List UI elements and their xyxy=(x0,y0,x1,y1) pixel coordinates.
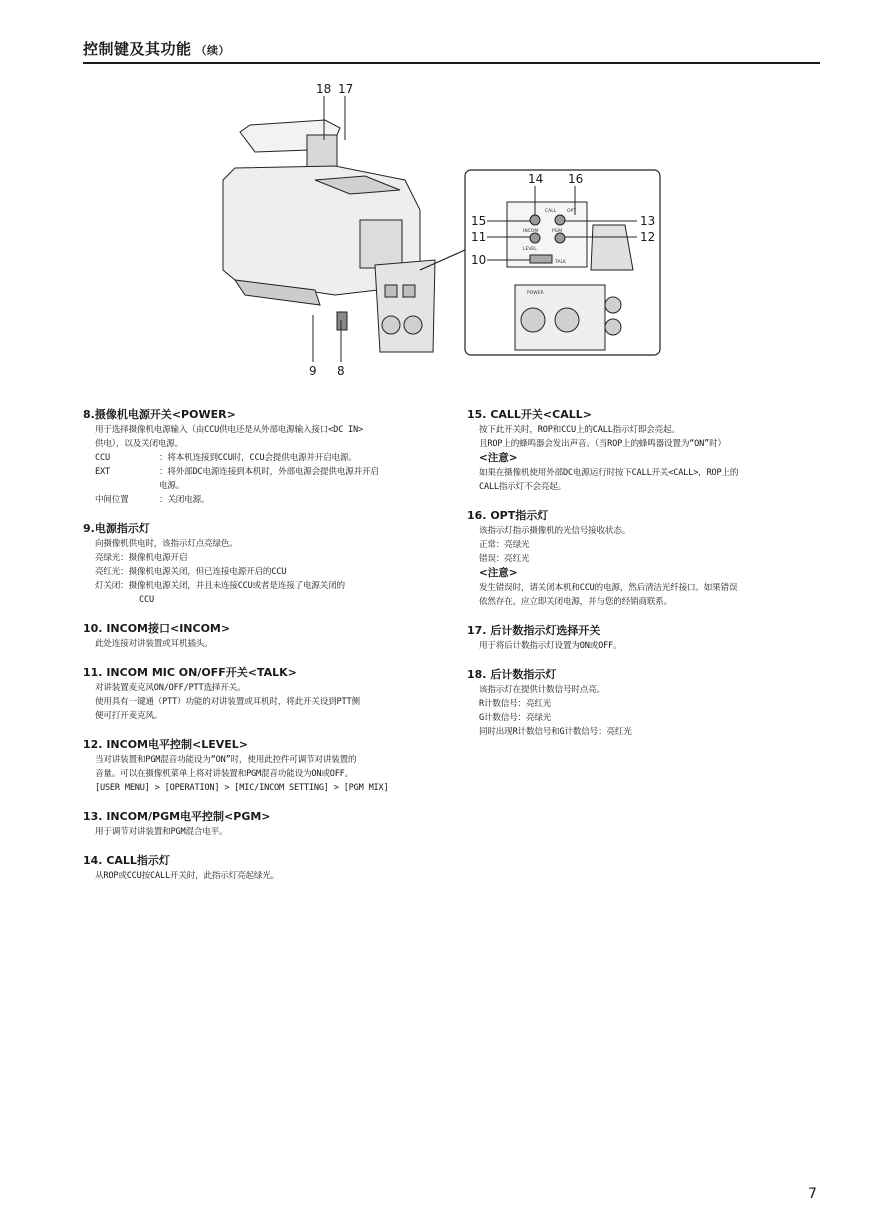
section-title: 13. INCOM/PGM电平控制<PGM> xyxy=(83,810,271,823)
section-10 xyxy=(83,621,443,651)
left-column xyxy=(83,407,443,897)
right-column xyxy=(467,407,827,753)
section-title: 16. OPT指示灯 xyxy=(467,509,549,522)
inset-side-knob-a xyxy=(605,297,621,313)
camera-drawing xyxy=(215,80,665,380)
inset-side-housing xyxy=(591,225,633,270)
section-title: 11. INCOM MIC ON/OFF开关<TALK> xyxy=(83,666,297,679)
power-switch-drawing xyxy=(337,312,347,330)
panel-label-opt: OPT xyxy=(567,209,577,214)
section-body xyxy=(83,423,443,507)
text-line: 音量。可以在摄像机菜单上将对讲装置和PGM混音功能设为ON或OFF。 xyxy=(95,769,354,779)
section-body xyxy=(83,869,443,883)
text-line: 对讲装置麦克风ON/OFF/PTT选择开关。 xyxy=(95,683,246,693)
section-body xyxy=(83,825,443,839)
option-row-ccu xyxy=(95,451,443,465)
section-11 xyxy=(83,665,443,723)
section-title: 10. INCOM接口<INCOM> xyxy=(83,622,231,635)
section-title: 15. CALL开关<CALL> xyxy=(467,408,592,421)
camera-illustration xyxy=(215,80,665,380)
text-line: 亮红光：摄像机电源关闭，但已连接电源开启的CCU xyxy=(95,567,287,577)
note-body xyxy=(467,466,827,494)
rear-connector-b xyxy=(403,285,415,297)
page-title xyxy=(83,38,230,59)
section-body xyxy=(467,639,827,653)
text-line: 亮绿光：摄像机电源开启 xyxy=(95,553,188,563)
inset-xlr-a xyxy=(521,308,545,332)
text-line: 当对讲装置和PGM混音功能设为“ON”时，使用此控件可调节对讲装置的 xyxy=(95,755,357,765)
section-body xyxy=(467,524,827,566)
menu-path: [USER MENU] > [OPERATION] > [MIC/INCOM SETTING] > [PGM MIX] xyxy=(95,783,389,793)
section-title: 14. CALL指示灯 xyxy=(83,854,170,867)
section-body xyxy=(467,683,827,739)
callout-13: 13 xyxy=(640,214,656,228)
text-line: CCU xyxy=(139,595,154,605)
note-body xyxy=(467,581,827,609)
inset-side-knob-b xyxy=(605,319,621,335)
option-value: ：关闭电源。 xyxy=(159,495,210,505)
section-body xyxy=(467,423,827,451)
callout-12: 12 xyxy=(640,230,656,244)
text-line: 该指示灯在提供计数信号时点亮。 xyxy=(479,685,605,695)
inset-pgm-knob xyxy=(555,215,565,225)
panel-label-call: CALL xyxy=(545,209,557,214)
section-12 xyxy=(83,737,443,795)
panel-label-talk: TALK xyxy=(555,260,566,265)
callout-11: 11 xyxy=(471,230,487,244)
inset-call-switch xyxy=(530,215,540,225)
text-line: G计数信号：亮绿光 xyxy=(479,713,552,723)
rear-xlr-b xyxy=(404,316,422,334)
section-body xyxy=(83,637,443,651)
option-key: CCU xyxy=(95,453,110,463)
inset-level-knob xyxy=(530,233,540,243)
callout-17: 17 xyxy=(338,82,354,96)
rear-xlr-a xyxy=(382,316,400,334)
option-key: 中间位置 xyxy=(95,495,129,505)
section-17 xyxy=(467,623,827,653)
page-title-continued: （续） xyxy=(195,44,231,57)
inset-incom-jack xyxy=(555,233,565,243)
text-line: 该指示灯指示摄像机的光信号接收状态。 xyxy=(479,526,631,536)
text-line: 供电），以及关闭电源。 xyxy=(95,439,184,449)
text-line: 用于将后计数指示灯设置为ON或OFF。 xyxy=(479,641,622,651)
section-body xyxy=(83,753,443,795)
page-number: 7 xyxy=(808,1186,817,1202)
text-line: R计数信号：亮红光 xyxy=(479,699,552,709)
rear-module xyxy=(375,260,435,352)
section-title: 17. 后计数指示灯选择开关 xyxy=(467,624,601,637)
page-header xyxy=(83,38,820,64)
text-line: 使用具有一键通（PTT）功能的对讲装置或耳机时，将此开关设到PTT侧 xyxy=(95,697,360,707)
text-line: CALL指示灯不会亮起。 xyxy=(479,482,567,492)
callout-15: 15 xyxy=(471,214,487,228)
callout-9: 9 xyxy=(309,364,317,378)
text-line: 电源。 xyxy=(159,481,185,491)
text-line: 用于选择摄像机电源输入（由CCU供电还是从外部电源输入接口<DC IN> xyxy=(95,425,363,435)
section-title: 8.摄像机电源开关<POWER> xyxy=(83,408,236,421)
option-row-ext xyxy=(95,465,443,479)
callout-10: 10 xyxy=(471,253,487,267)
rear-connector-a xyxy=(385,285,397,297)
option-row-middle xyxy=(95,493,443,507)
side-panel xyxy=(360,220,402,268)
callout-18: 18 xyxy=(316,82,332,96)
section-title: 12. INCOM电平控制<LEVEL> xyxy=(83,738,248,751)
panel-label-power: POWER xyxy=(527,291,544,296)
option-value: ：将外部DC电源连接到本机时，外部电源会提供电源并开启 xyxy=(159,467,379,477)
text-line: 如果在摄像机使用外部DC电源运行时按下CALL开关<CALL>，ROP上的 xyxy=(479,468,739,478)
text-line: 从ROP或CCU按CALL开关时，此指示灯亮起绿光。 xyxy=(95,871,280,881)
text-line: 用于调节对讲装置和PGM混合电平。 xyxy=(95,827,228,837)
inset-xlr-b xyxy=(555,308,579,332)
option-value: ：将本机连接到CCU时，CCU会提供电源并开启电源。 xyxy=(159,453,357,463)
section-9 xyxy=(83,521,443,607)
panel-label-pgm: PGM xyxy=(552,229,563,234)
section-16 xyxy=(467,508,827,609)
section-15 xyxy=(467,407,827,494)
text-line: 灯关闭：摄像机电源关闭，并且未连接CCU或者是连接了电源关闭的 xyxy=(95,581,345,591)
note-heading: <注意> xyxy=(479,567,518,579)
section-title: 18. 后计数指示灯 xyxy=(467,668,557,681)
section-8 xyxy=(83,407,443,507)
section-title: 9.电源指示灯 xyxy=(83,522,150,535)
text-line: 依然存在，应立即关闭电源，并与您的经销商联系。 xyxy=(479,597,673,607)
panel-label-level: LEVEL xyxy=(523,247,537,252)
callout-14: 14 xyxy=(528,172,544,186)
text-line: 便可打开麦克风。 xyxy=(95,711,163,721)
text-line: 向摄像机供电时，该指示灯点亮绿色。 xyxy=(95,539,238,549)
text-line: 此处连接对讲装置或耳机插头。 xyxy=(95,639,213,649)
page-title-text: 控制键及其功能 xyxy=(83,40,192,58)
inset-pointer-line xyxy=(420,250,465,270)
inset-talk-switch xyxy=(530,255,552,263)
callout-16: 16 xyxy=(568,172,584,186)
section-13 xyxy=(83,809,443,839)
text-line: 同时出现R计数信号和G计数信号：亮红光 xyxy=(479,727,632,737)
section-14 xyxy=(83,853,443,883)
option-key: EXT xyxy=(95,467,110,477)
text-line: 按下此开关时，ROP和CCU上的CALL指示灯即会亮起。 xyxy=(479,425,680,435)
text-line: 错误：亮红光 xyxy=(479,554,530,564)
callout-8: 8 xyxy=(337,364,345,378)
section-18 xyxy=(467,667,827,739)
panel-label-incom: INCOM xyxy=(523,229,539,234)
note-heading: <注意> xyxy=(479,452,518,464)
section-body xyxy=(83,681,443,723)
text-line: 且ROP上的蜂鸣器会发出声音。（当ROP上的蜂鸣器设置为“ON”时） xyxy=(479,439,726,449)
section-body xyxy=(83,537,443,607)
text-line: 正常：亮绿光 xyxy=(479,540,530,550)
text-line: 发生错误时，请关闭本机和CCU的电源，然后清洁光纤接口。如果错误 xyxy=(479,583,738,593)
